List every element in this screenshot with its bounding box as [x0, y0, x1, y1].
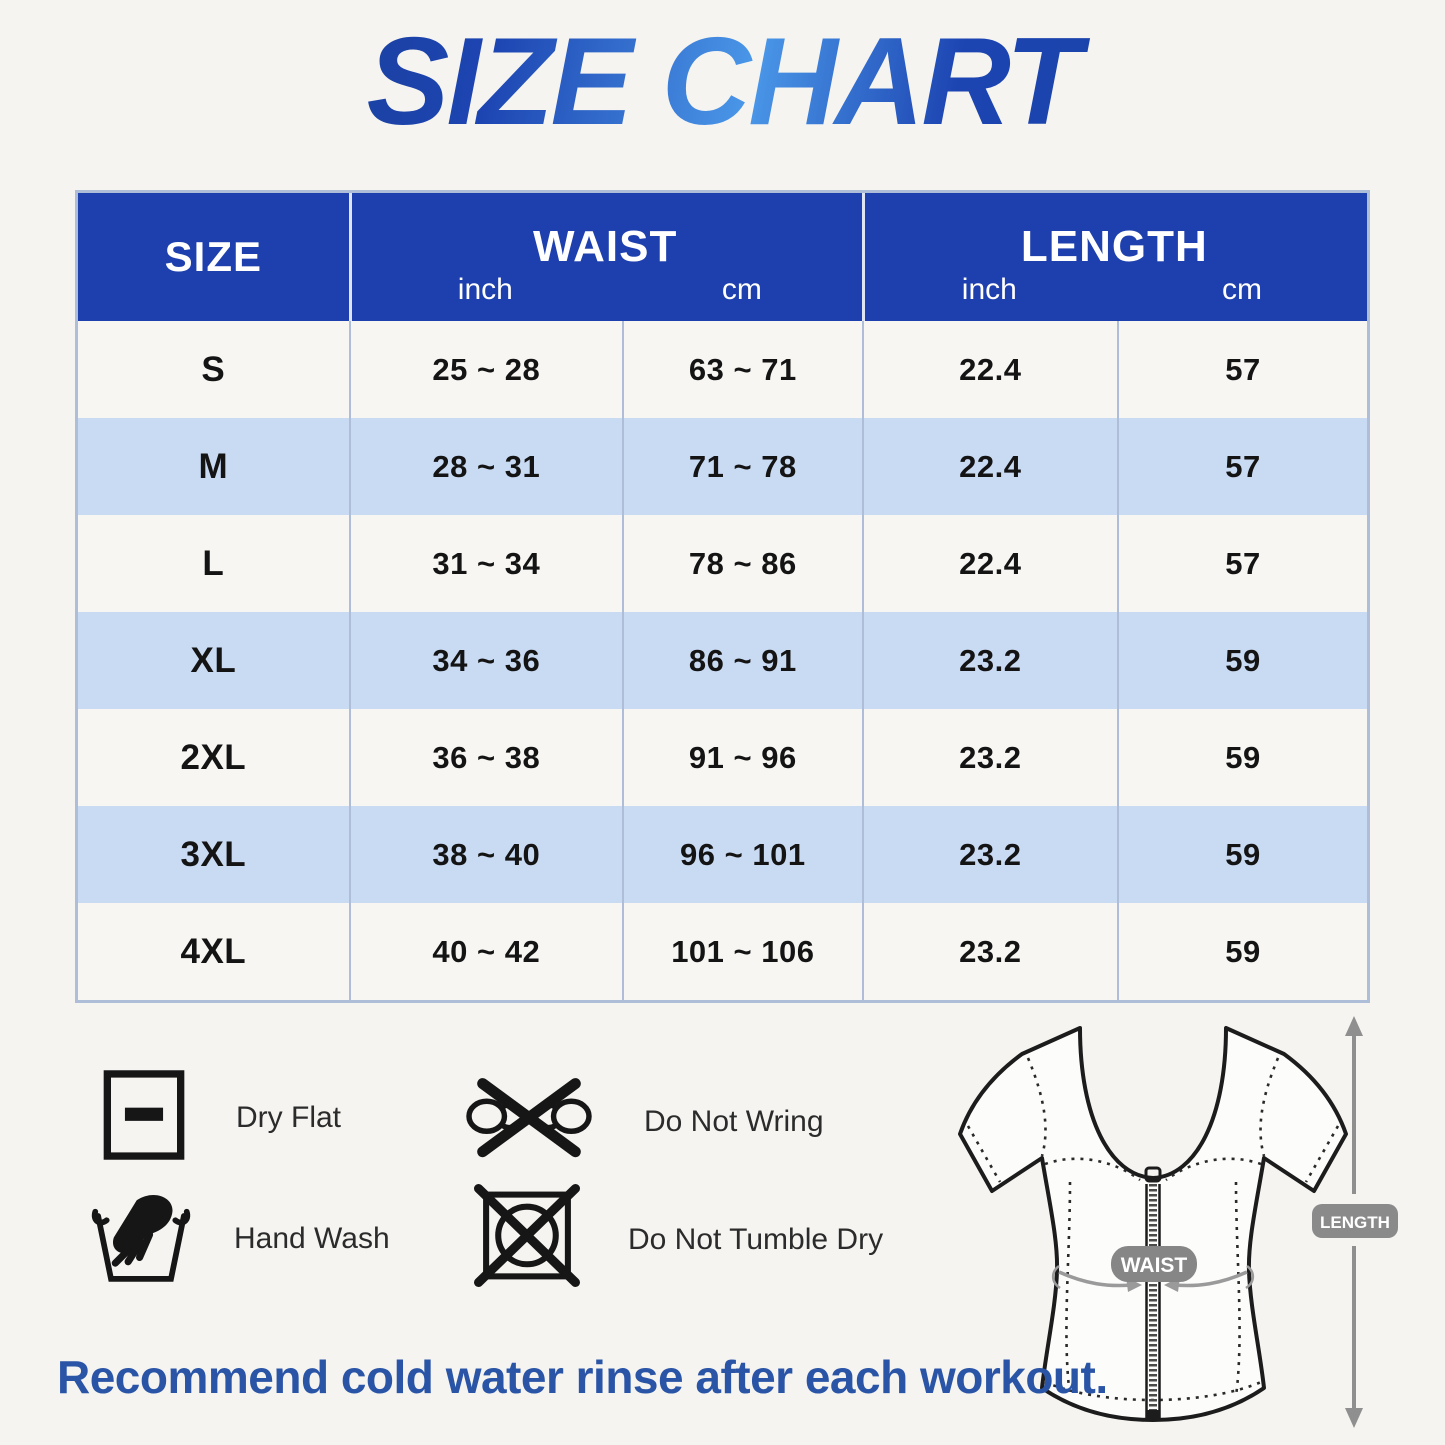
waist-inch-cell: 31 ~ 34 [349, 515, 622, 612]
waist-inch-cell: 25 ~ 28 [349, 321, 622, 418]
care-item-do-not-wring [462, 1074, 824, 1169]
length-cm-cell: 59 [1117, 709, 1367, 806]
table-row [78, 612, 1367, 709]
do-not-wring-icon [462, 1074, 596, 1169]
waist-inch-cell: 28 ~ 31 [349, 418, 622, 515]
size-cell: L [202, 543, 225, 583]
length-inch-cell: 23.2 [862, 709, 1117, 806]
column-header-size: SIZE [164, 233, 263, 280]
waist-cm-cell: 96 ~ 101 [622, 806, 862, 903]
size-cell: S [201, 349, 226, 389]
care-label: Hand Wash [234, 1221, 390, 1255]
care-item-hand-wash [88, 1186, 390, 1291]
length-indicator [1312, 1016, 1398, 1428]
table-row [78, 515, 1367, 612]
size-cell: 3XL [180, 834, 247, 874]
length-cm-cell: 57 [1117, 515, 1367, 612]
waist-cm-cell: 91 ~ 96 [622, 709, 862, 806]
header-divider [349, 193, 352, 321]
table-header [78, 193, 1367, 321]
length-cm-cell: 59 [1117, 806, 1367, 903]
length-inch-cell: 22.4 [862, 418, 1117, 515]
header-divider [862, 193, 865, 321]
waist-badge [1111, 1246, 1197, 1282]
page-title: SIZE CHART [0, 14, 1445, 150]
waist-cm-cell: 71 ~ 78 [622, 418, 862, 515]
subheader-waist-cm: cm [721, 273, 762, 306]
subheader-length-inch: inch [961, 273, 1017, 306]
care-label: Do Not Tumble Dry [628, 1222, 884, 1256]
waist-inch-cell: 34 ~ 36 [349, 612, 622, 709]
size-cell: XL [190, 640, 237, 680]
length-cm-cell: 57 [1117, 418, 1367, 515]
length-inch-cell: 22.4 [862, 321, 1117, 418]
column-header-length: LENGTH [1020, 222, 1208, 272]
length-cm-cell: 57 [1117, 321, 1367, 418]
length-inch-cell: 22.4 [862, 515, 1117, 612]
care-label: Do Not Wring [644, 1104, 824, 1138]
subheader-waist-inch: inch [457, 273, 513, 306]
svg-text:LENGTH: LENGTH [1320, 1213, 1390, 1232]
size-cell: M [198, 446, 229, 486]
care-item-do-not-tumble-dry [472, 1184, 883, 1295]
care-label: Dry Flat [236, 1100, 341, 1134]
subheader-length-cm: cm [1221, 273, 1262, 306]
size-cell: 4XL [180, 931, 247, 971]
svg-text:WAIST: WAIST [1120, 1254, 1188, 1277]
dry-flat-icon [100, 1068, 188, 1167]
do-not-tumble-dry-icon [472, 1184, 582, 1295]
length-inch-cell: 23.2 [862, 903, 1117, 1000]
waist-cm-cell: 78 ~ 86 [622, 515, 862, 612]
waist-cm-cell: 86 ~ 91 [622, 612, 862, 709]
hand-wash-icon [88, 1186, 194, 1291]
table-row [78, 321, 1367, 418]
table-row [78, 709, 1367, 806]
waist-cm-cell: 101 ~ 106 [622, 903, 862, 1000]
table-row [78, 903, 1367, 1000]
waist-cm-cell: 63 ~ 71 [622, 321, 862, 418]
waist-inch-cell: 36 ~ 38 [349, 709, 622, 806]
length-inch-cell: 23.2 [862, 612, 1117, 709]
care-item-dry-flat [100, 1068, 341, 1167]
length-inch-cell: 23.2 [862, 806, 1117, 903]
size-table [75, 190, 1370, 1003]
waist-inch-cell: 38 ~ 40 [349, 806, 622, 903]
length-cm-cell: 59 [1117, 612, 1367, 709]
table-row [78, 806, 1367, 903]
care-note: Recommend cold water rinse after each workout. [57, 1351, 1108, 1403]
table-row [78, 418, 1367, 515]
waist-inch-cell: 40 ~ 42 [349, 903, 622, 1000]
size-cell: 2XL [180, 737, 247, 777]
length-cm-cell: 59 [1117, 903, 1367, 1000]
column-header-waist: WAIST [533, 222, 678, 272]
